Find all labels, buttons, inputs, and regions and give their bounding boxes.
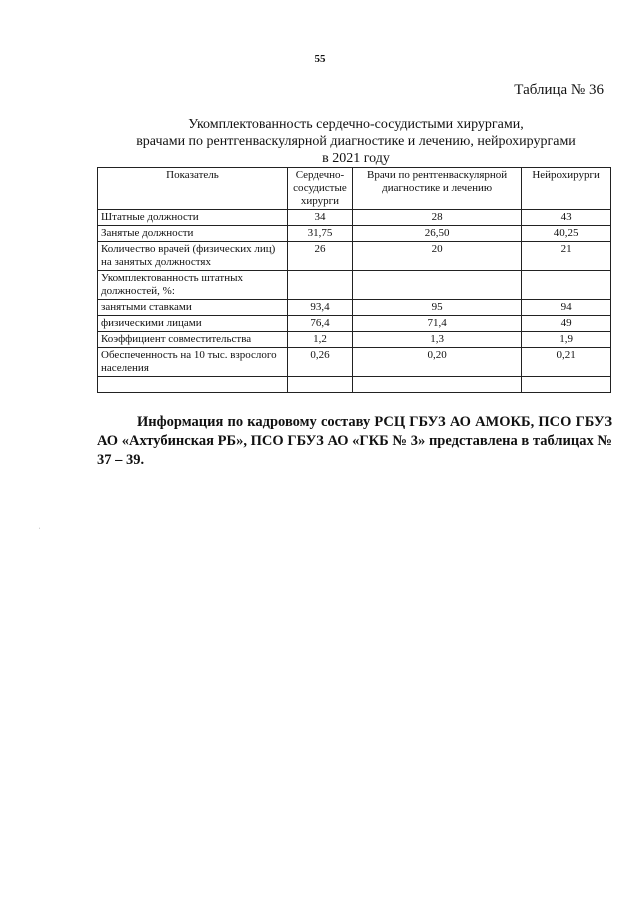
value-cell: 34 bbox=[288, 210, 353, 226]
value-cell: 49 bbox=[522, 316, 611, 332]
table-row bbox=[98, 332, 611, 348]
table-title-line: Укомплектованность сердечно-сосудистыми хирургами, bbox=[188, 117, 524, 132]
row-label-cell: Штатные должности bbox=[98, 210, 288, 226]
table-row bbox=[98, 300, 611, 316]
table-row bbox=[98, 242, 611, 271]
staffing-table bbox=[97, 167, 611, 393]
table-row bbox=[98, 348, 611, 377]
table-header-row bbox=[98, 168, 611, 210]
table-row bbox=[98, 316, 611, 332]
row-label-cell: Коэффициент совместительства bbox=[98, 332, 288, 348]
value-cell: 21 bbox=[522, 242, 611, 271]
row-label-cell: Занятые должности bbox=[98, 226, 288, 242]
value-cell: 94 bbox=[522, 300, 611, 316]
value-cell bbox=[352, 271, 521, 300]
value-cell: 0,26 bbox=[288, 348, 353, 377]
value-cell: 1,9 bbox=[522, 332, 611, 348]
value-cell: 26,50 bbox=[352, 226, 521, 242]
page-number: 55 bbox=[314, 53, 326, 65]
header-cardiovascular-surgeons: Сердечно-сосудистые хирурги bbox=[288, 168, 353, 210]
table-caption: Таблица № 36 bbox=[514, 82, 604, 98]
table-body bbox=[98, 210, 611, 393]
table-row bbox=[98, 210, 611, 226]
row-label-cell: Укомплектованность штатных должностей, %: bbox=[98, 271, 288, 300]
value-cell bbox=[522, 271, 611, 300]
value-cell: 28 bbox=[352, 210, 521, 226]
table-row bbox=[98, 226, 611, 242]
margin-mark: ˌ bbox=[38, 520, 41, 529]
table-row bbox=[98, 377, 611, 393]
value-cell bbox=[288, 271, 353, 300]
value-cell: 1,3 bbox=[352, 332, 521, 348]
value-cell: 20 bbox=[352, 242, 521, 271]
value-cell: 31,75 bbox=[288, 226, 353, 242]
value-cell: 1,2 bbox=[288, 332, 353, 348]
value-cell: 43 bbox=[522, 210, 611, 226]
row-label-cell: Количество врачей (физических лиц) на занятых должностях bbox=[98, 242, 288, 271]
table-title-line: в 2021 году bbox=[322, 151, 390, 166]
value-cell: 76,4 bbox=[288, 316, 353, 332]
value-cell: 93,4 bbox=[288, 300, 353, 316]
value-cell: 0,20 bbox=[352, 348, 521, 377]
header-endovascular-doctors: Врачи по рентгенваскулярной диагностике и лечению bbox=[352, 168, 521, 210]
row-label-cell: занятыми ставками bbox=[98, 300, 288, 316]
value-cell: 26 bbox=[288, 242, 353, 271]
value-cell: 95 bbox=[352, 300, 521, 316]
value-cell: 40,25 bbox=[522, 226, 611, 242]
table-title bbox=[96, 116, 616, 167]
body-paragraph: Информация по кадровому составу РСЦ ГБУЗ АО АМОКБ, ПСО ГБУЗ АО «Ахтубинская РБ», ПСО ГБУЗ АО «ГКБ № 3» представлена в таблицах № 37 – 39. bbox=[97, 414, 612, 468]
value-cell bbox=[288, 377, 353, 393]
value-cell: 0,21 bbox=[522, 348, 611, 377]
value-cell bbox=[522, 377, 611, 393]
header-indicator: Показатель bbox=[98, 168, 288, 210]
table-row bbox=[98, 271, 611, 300]
row-label-cell: Обеспеченность на 10 тыс. взрослого населения bbox=[98, 348, 288, 377]
row-label-cell bbox=[98, 377, 288, 393]
value-cell: 71,4 bbox=[352, 316, 521, 332]
row-label-cell: физическими лицами bbox=[98, 316, 288, 332]
header-neurosurgeons: Нейрохирурги bbox=[522, 168, 611, 210]
table-title-line: врачами по рентгенваскулярной диагностике и лечению, нейрохирургами bbox=[136, 134, 576, 149]
value-cell bbox=[352, 377, 521, 393]
